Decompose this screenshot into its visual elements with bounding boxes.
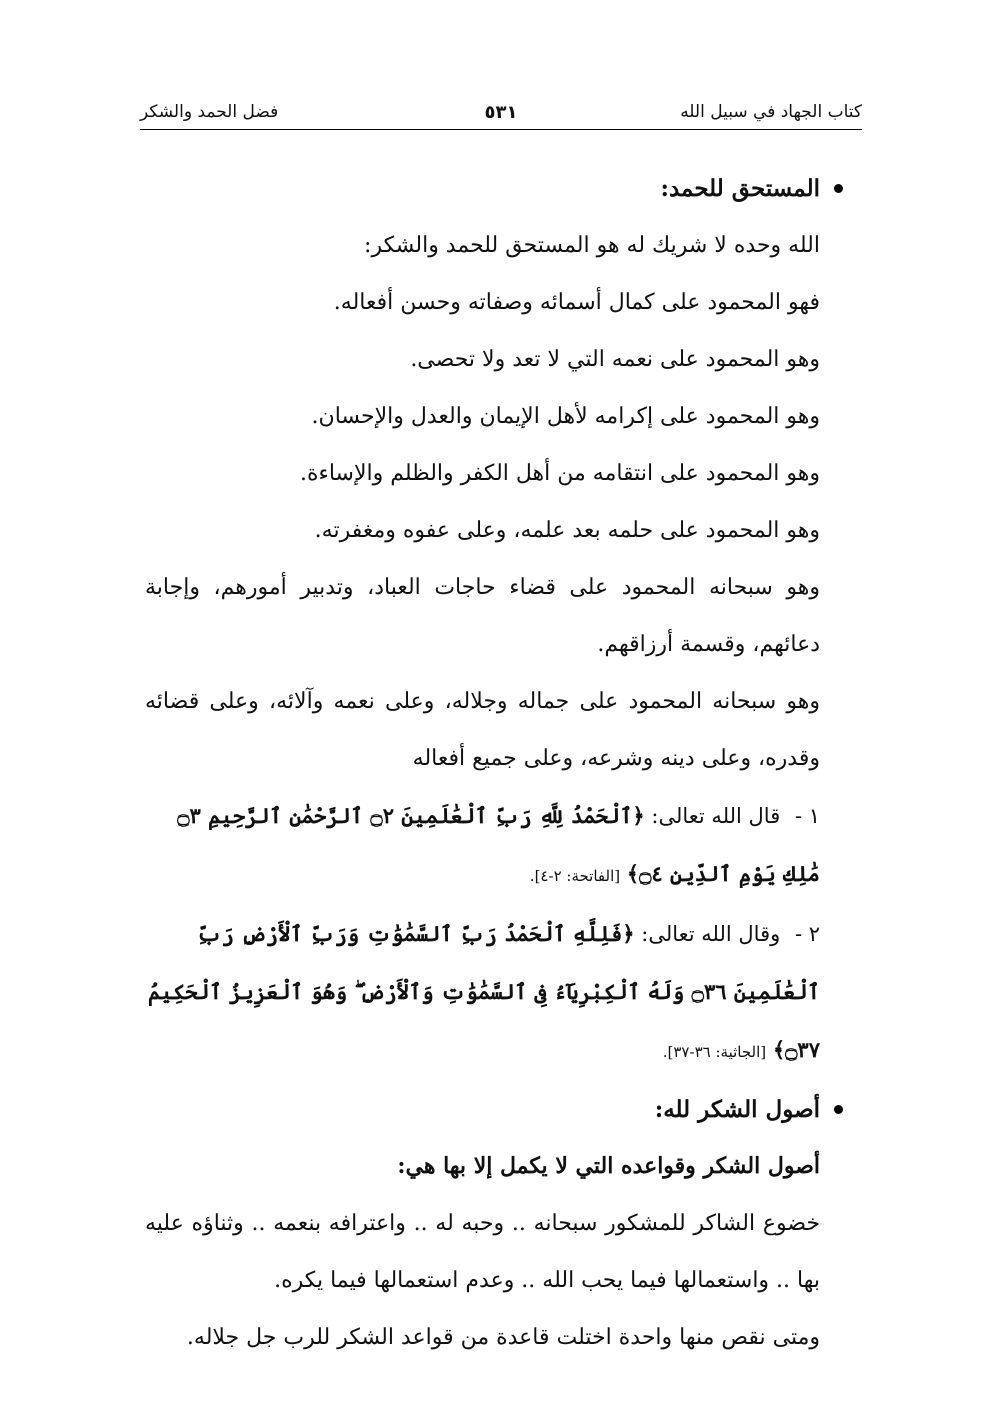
paragraph: وهو سبحانه المحمود على جماله وجلاله، وعلى نعمه وآلائه، وعلى قضائه وقدره، وعلى دينه وشرعه، وعلى جميع أفعاله — [145, 689, 820, 771]
bullet-icon — [834, 184, 843, 193]
quote-number: ١ - — [794, 804, 820, 828]
section-heading-text: المستحق للحمد: — [660, 175, 820, 202]
quote-intro: وقال الله تعالى: — [641, 922, 781, 946]
subheading: أصول الشكر وقواعده التي لا يكمل إلا بها هي: — [397, 1153, 820, 1179]
text-line: فهو المحمود على كمال أسمائه وصفاته وحسن أفعاله. — [333, 290, 820, 315]
book-title: كتاب الجهاد في سبيل الله — [680, 102, 862, 122]
section-heading-deserving-praise — [145, 160, 820, 217]
chapter-title: فضل الحمد والشكر — [140, 102, 279, 122]
quran-quote — [145, 905, 820, 1081]
page-header — [140, 98, 862, 128]
page-body — [145, 160, 820, 1366]
text-line: وهو المحمود على إكرامه لأهل الإيمان والعدل والإحسان. — [311, 404, 820, 429]
quran-verse: ﴿فَلِلَّهِ ٱلْحَمْدُ رَبِّ ٱلسَّمَٰوَٰتِ وَرَبِّ ٱلْأَرْضِ رَبِّ ٱلْعَٰلَمِينَ ۝٣٦ وَلَهُ ٱلْكِبْرِيَآءُ فِى ٱلسَّمَٰوَٰتِ وَٱلْأَرْضِ ۖ وَهُوَ ٱلْعَزِيزُ ٱلْحَكِيمُ ۝٣٧﴾ — [148, 921, 820, 1062]
paragraph: ومتى نقص منها واحدة اختلت قاعدة من قواعد الشكر للرب جل جلاله. — [186, 1325, 820, 1350]
page-number: ٥٣١ — [484, 102, 518, 123]
text-line: الله وحده لا شريك له هو المستحق للحمد والشكر: — [364, 233, 820, 258]
paragraph: خضوع الشاكر للمشكور سبحانه .. وحبه له .. واعترافه بنعمه .. وثناؤه عليه بها .. واستعمالها فيما يحب الله .. وعدم استعمالها فيما يكره. — [145, 1211, 820, 1293]
section-heading-gratitude-principles — [145, 1081, 820, 1138]
verse-reference: [الفاتحة: ٢-٤]. — [529, 867, 621, 885]
paragraph: وهو سبحانه المحمود على قضاء حاجات العباد، وتدبير أمورهم، وإجابة دعائهم، وقسمة أرزاقهم. — [145, 575, 820, 657]
text-line: وهو المحمود على انتقامه من أهل الكفر والظلم والإساءة. — [299, 461, 820, 486]
text-line: وهو المحمود على حلمه بعد علمه، وعلى عفوه ومغفرته. — [314, 518, 820, 543]
header-divider — [140, 129, 862, 130]
verse-reference: [الجاثية: ٣٦-٣٧]. — [662, 1043, 767, 1061]
quote-number: ٢ - — [794, 922, 820, 946]
bullet-icon — [834, 1105, 843, 1114]
quote-intro: قال الله تعالى: — [651, 804, 781, 828]
quran-verse: ﴿ٱلْحَمْدُ لِلَّهِ رَبِّ ٱلْعَٰلَمِينَ ۝٢ ٱلرَّحْمَٰنِ ٱلرَّحِيمِ ۝٣ مَٰلِكِ يَوْمِ ٱلدِّينِ ۝٤﴾ — [177, 803, 820, 886]
quran-quote — [145, 787, 820, 905]
text-line: وهو المحمود على نعمه التي لا تعد ولا تحصى. — [410, 347, 820, 372]
section-heading-text: أصول الشكر لله: — [654, 1096, 820, 1123]
